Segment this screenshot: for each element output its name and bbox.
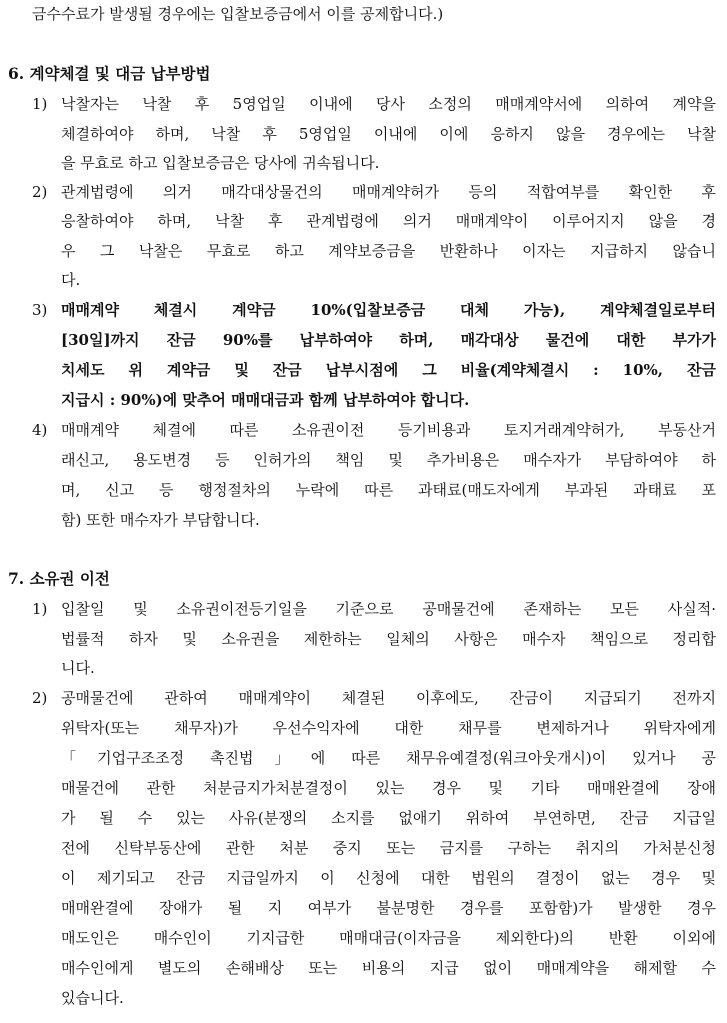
- item-text-line: 을 무효로 하고 입찰보증금은 당사에 귀속됩니다.: [61, 154, 380, 172]
- item-number: 3): [32, 301, 48, 319]
- item-text-line: 「기업구조조정 촉진법」에 따른 채무유예결정(워크아웃개시)이 있거나 공: [61, 749, 716, 767]
- item-text-line: 매수인에게 별도의 손해배상 또는 비용의 지급 없이 매매계약을 해제할 수: [61, 959, 716, 977]
- item-text-line: 체결하여야 하며, 낙찰 후 5영업일 이내에 이에 응하지 않을 경우에는 낙찰: [61, 125, 716, 143]
- item-text-line: 관계법령에 의거 매각대상물건의 매매계약허가 등의 적합여부를 확인한 후: [61, 183, 716, 201]
- item-text-line: 치세도 위 계약금 및 잔금 납부시점에 그 비율(계약체결시 : 10%, 잔금: [61, 361, 716, 379]
- item-number: 1): [32, 600, 48, 618]
- item-text-line: 함) 또한 매수자가 부담합니다.: [61, 511, 260, 529]
- item-text-line: 매매계약 체결시 계약금 10%(입찰보증금 대체 가능), 계약체결일로부터: [61, 301, 716, 319]
- item-text-line: 전에 신탁부동산에 관한 처분 중지 또는 금지를 구하는 취지의 가처분신청: [61, 839, 716, 857]
- section-7-heading: 7. 소유권 이전: [8, 569, 110, 588]
- item-text-line: 있습니다.: [61, 989, 124, 1007]
- intro-text: 금수수료가 발생될 경우에는 입찰보증금에서 이를 공제합니다.): [32, 5, 444, 23]
- item-text-line: 매물건에 관한 처분금지가처분결정이 있는 경우 및 기타 매매완결에 장애: [61, 779, 716, 797]
- item-text-line: 매도인은 매수인이 기지급한 매매대금(이자금을 제외한다)의 반환 이외에: [61, 929, 716, 947]
- item-number: 2): [32, 689, 48, 707]
- item-text-line: 며, 신고 등 행정절차의 누락에 따른 과태료(매도자에게 부과된 과태료 포: [61, 481, 716, 499]
- item-number: 2): [32, 183, 48, 201]
- item-text-line: 위탁자(또는 채무자)가 우선수익자에 대한 채무를 변제하거나 위탁자에게: [61, 719, 716, 737]
- item-text-line: 이 제기되고 잔금 지급일까지 이 신청에 대한 법원의 결정이 없는 경우 및: [61, 869, 716, 887]
- item-text-line: [30일]까지 잔금 90%를 납부하여야 하며, 매각대상 물건에 대한 부가가: [61, 331, 716, 349]
- item-text-line: 니다.: [61, 659, 95, 677]
- item-text-line: 매매계약 체결에 따른 소유권이전 등기비용과 토지거래계약허가, 부동산거: [61, 421, 716, 439]
- item-number: 4): [32, 421, 48, 439]
- item-text-line: 법률적 하자 및 소유권을 제한하는 일체의 사항은 매수자 책임으로 정리합: [61, 630, 716, 648]
- item-text-line: 가 될 수 있는 사유(분쟁의 소지를 없애기 위하여 부연하면, 잔금 지급일: [61, 809, 716, 827]
- item-text-line: 낙찰자는 낙찰 후 5영업일 이내에 당사 소정의 매매계약서에 의하여 계약을: [61, 95, 716, 113]
- item-text-line: 래신고, 용도변경 등 인허가의 책임 및 추가비용은 매수자가 부담하여야 하: [61, 451, 716, 469]
- section-6-heading: 6. 계약체결 및 대금 납부방법: [8, 64, 211, 83]
- item-number: 1): [32, 95, 48, 113]
- item-text-line: 지급시 : 90%)에 맞추어 매매대금과 함께 납부하여야 합니다.: [61, 391, 470, 409]
- item-text-line: 다.: [61, 271, 81, 289]
- item-text-line: 우 그 낙찰은 무효로 하고 계약보증금을 반환하나 이자는 지급하지 않습니: [61, 242, 716, 260]
- item-text-line: 응찰하여야 하며, 낙찰 후 관계법령에 의거 매매계약이 이루어지지 않을 경: [61, 212, 716, 230]
- item-text-line: 입찰일 및 소유권이전등기일을 기준으로 공매물건에 존재하는 모든 사실적·: [61, 600, 716, 618]
- item-text-line: 공매물건에 관하여 매매계약이 체결된 이후에도, 잔금이 지급되기 전까지: [61, 689, 716, 707]
- item-text-line: 매매완결에 장애가 될 지 여부가 불분명한 경우를 포함함)가 발생한 경우: [61, 899, 716, 917]
